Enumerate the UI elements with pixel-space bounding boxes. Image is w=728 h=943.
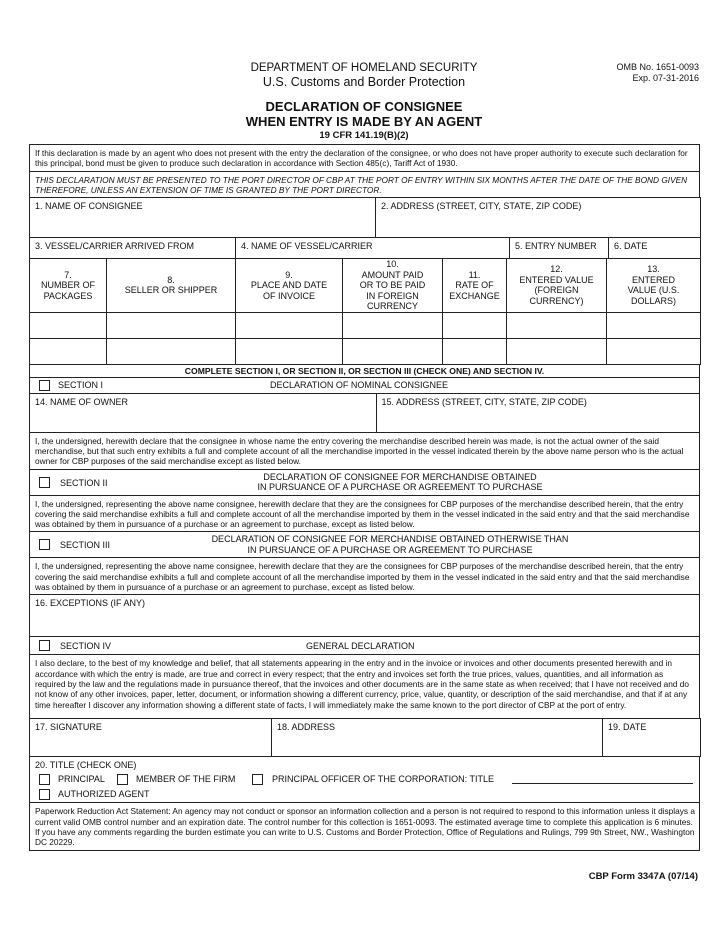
entry-number-field[interactable] xyxy=(510,238,609,259)
form-title-line1: DECLARATION OF CONSIGNEE xyxy=(265,99,463,114)
column-label: SELLER OR SHIPPER xyxy=(124,285,218,296)
principal-checkbox[interactable] xyxy=(39,774,50,785)
column-header xyxy=(236,259,343,313)
column-number: 13. xyxy=(647,264,660,275)
field-label: 2. ADDRESS (STREET, CITY, STATE, ZIP CODE) xyxy=(381,201,582,212)
field-label: 19. DATE xyxy=(608,722,647,733)
column-label: RATE OF EXCHANGE xyxy=(449,280,500,301)
section-1-title: DECLARATION OF NOMINAL CONSIGNEE xyxy=(270,379,449,390)
signature-date-field[interactable] xyxy=(603,719,701,757)
table-cell[interactable] xyxy=(607,338,701,364)
section-2-checkbox[interactable] xyxy=(39,477,50,488)
date-field[interactable] xyxy=(609,238,701,259)
column-label: AMOUNT PAID OR TO BE PAID IN FOREIGN CURRENCY xyxy=(359,269,426,312)
field-label: 14. NAME OF OWNER xyxy=(35,396,129,407)
column-label: NUMBER OF PACKAGES xyxy=(41,280,95,301)
omb-block xyxy=(616,62,699,84)
column-header xyxy=(107,259,236,313)
section-1-checkbox[interactable] xyxy=(39,380,50,391)
section-1-label: SECTION I xyxy=(58,379,104,390)
department-name: DEPARTMENT OF HOMELAND SECURITY xyxy=(250,62,478,74)
vessel-table xyxy=(29,237,701,259)
field-label: 16. EXCEPTIONS (IF ANY) xyxy=(35,598,146,609)
column-number: 10. xyxy=(386,259,399,270)
table-row xyxy=(30,338,701,364)
table-cell[interactable] xyxy=(343,338,443,364)
column-label: ENTERED VALUE (U.S. DOLLARS) xyxy=(627,274,680,306)
table-cell[interactable] xyxy=(443,312,507,338)
column-header xyxy=(443,259,507,313)
section-2-header xyxy=(30,469,700,495)
column-header xyxy=(30,259,107,313)
intro-table xyxy=(29,144,700,198)
field-label: 5. ENTRY NUMBER xyxy=(515,241,597,252)
omb-number: OMB No. 1651-0093 xyxy=(616,62,699,72)
field-label: 18. ADDRESS xyxy=(277,722,336,733)
signature-table xyxy=(29,718,701,757)
agent-label: AUTHORIZED AGENT xyxy=(58,789,150,800)
table-row xyxy=(30,312,701,338)
column-number: 8. xyxy=(167,274,175,285)
section-3-text: I, the undersigned, representing the above name consignee, herewith declare that they are the consignees for CBP purposes of the merchandise described herein, that the entry covering the said merchandise exhibits a full and complete account of all the merchandise imported by them in the vessel indicated in the said entry and that the said merchandise was obtained by them in pursuance of a purchase or an agreement to purchase, except as listed below. xyxy=(30,558,700,595)
owner-address-field[interactable] xyxy=(376,394,699,432)
column-number: 12. xyxy=(550,264,563,275)
table-cell[interactable] xyxy=(507,338,607,364)
section-2-title xyxy=(190,472,610,493)
omb-expiration: Exp. 07-31-2016 xyxy=(632,73,699,83)
section-3-title xyxy=(150,534,630,555)
vessel-name-field[interactable] xyxy=(236,238,510,259)
column-label: ENTERED VALUE (FOREIGN CURRENCY) xyxy=(519,274,594,306)
consignee-table xyxy=(29,197,701,238)
agent-note: If this declaration is made by an agent who does not present with the entry the declaration of the consignee, or who does not have proper authority to execute such declaration for this principal, bond must be given to produce such declaration in accordance with Section 485(c), Tariff Act of 1930. xyxy=(30,145,700,172)
column-header xyxy=(507,259,607,313)
column-header xyxy=(343,259,443,313)
declaration-form xyxy=(29,144,700,851)
field-label: 6. DATE xyxy=(614,241,648,252)
section-4-label: SECTION IV xyxy=(60,641,112,652)
column-header-row xyxy=(30,259,701,313)
section-2-title-line2: IN PURSUANCE OF A PURCHASE OR AGREEMENT TO PURCHASE xyxy=(257,482,543,493)
agent-checkbox[interactable] xyxy=(39,789,50,800)
table-cell[interactable] xyxy=(236,312,343,338)
table-cell[interactable] xyxy=(507,312,607,338)
column-number: 7. xyxy=(64,269,72,280)
field-label: 1. NAME OF CONSIGNEE xyxy=(35,201,143,212)
column-label: PLACE AND DATE OF INVOICE xyxy=(250,280,328,301)
paperwork-statement: Paperwork Reduction Act Statement: An agency may not conduct or sponsor an information collection and a person is not required to respond to this information unless it displays a current valid OMB control number and an expiration date. The control number for this collection is 1651-0093. The estimated average time to complete this application is 6 minutes. If you have any comments regarding the burden estimate you can write to U.S. Customs and Border Protection, Office of Regulations and Rulings, 799 9th Street, NW., Washington DC 20229. xyxy=(30,803,700,850)
address-field[interactable] xyxy=(272,719,603,757)
merchandise-table xyxy=(29,258,701,365)
agency-name: U.S. Customs and Border Protection xyxy=(262,75,466,89)
section-4-checkbox[interactable] xyxy=(39,640,50,651)
form-title-line2: WHEN ENTRY IS MADE BY AN AGENT xyxy=(245,114,483,129)
section-4-header xyxy=(30,637,700,655)
field-label: 15. ADDRESS (STREET, CITY, STATE, ZIP CODE) xyxy=(381,396,587,407)
consignee-name-field[interactable] xyxy=(30,198,376,238)
field-label: 20. TITLE (CHECK ONE) xyxy=(35,760,137,771)
section-4-title: GENERAL DECLARATION xyxy=(306,641,415,652)
consignee-address-field[interactable] xyxy=(376,198,701,238)
column-number: 9. xyxy=(285,269,293,280)
table-cell[interactable] xyxy=(107,312,236,338)
section-3-header xyxy=(30,532,700,558)
section-3-label: SECTION III xyxy=(60,540,111,551)
column-header xyxy=(607,259,701,313)
owner-table xyxy=(30,394,699,432)
table-cell[interactable] xyxy=(343,312,443,338)
section-1-text: I, the undersigned, herewith declare that the consignee in whose name the entry covering the merchandise described herein was made, is not the actual owner of the said merchandise, but that such entry exhibits a full and complete account of all the merchandise imported in the vessel indicated therein by the above name person who is the actual owner for CBP purposes of the said merchandise except as listed below. xyxy=(30,432,700,469)
officer-title-line[interactable] xyxy=(512,783,693,784)
signature-field[interactable] xyxy=(30,719,272,757)
section-2-title-line1: DECLARATION OF CONSIGNEE FOR MERCHANDISE OBTAINED xyxy=(263,471,537,482)
principal-label: PRINCIPAL xyxy=(58,774,105,785)
table-cell[interactable] xyxy=(443,338,507,364)
section-4-text: I also declare, to the best of my knowledge and belief, that all statements appearing in the entry and in the invoice or invoices and other documents presented herewith and in accordance with which the entry is made, are true and correct in every respect; that the entry and invoices set forth the true prices, values, quantities, and all information as required by the law and the regulations made in pursuance thereof, that the invoices and other documents are in the same state as when received; that I have not received and do not know of any other invoices, paper, letter, document, or information showing a different currency, price, value, quantity, or description of the said merchandise, and that if at any time hereafter I discover any information showing a different state of facts, I will immediately make the same known to the port director of CBP at the port of entry. xyxy=(30,655,700,719)
field-label: 17. SIGNATURE xyxy=(35,722,102,733)
section-1-header xyxy=(30,377,700,393)
table-cell[interactable] xyxy=(236,338,343,364)
table-cell[interactable] xyxy=(607,312,701,338)
officer-checkbox[interactable] xyxy=(252,774,263,785)
field-label: 3. VESSEL/CARRIER ARRIVED FROM xyxy=(35,241,195,252)
table-cell[interactable] xyxy=(30,312,107,338)
table-cell[interactable] xyxy=(107,338,236,364)
cfr-reference: 19 CFR 141.19(B)(2) xyxy=(319,130,409,141)
section-3-title-line1: DECLARATION OF CONSIGNEE FOR MERCHANDISE OBTAINED OTHERWISE THAN xyxy=(211,534,569,545)
presentation-note: THIS DECLARATION MUST BE PRESENTED TO THE PORT DIRECTOR OF CBP AT THE PORT OF ENTRY WITHIN SIX MONTHS AFTER THE DATE OF THE BOND GIVEN THEREFORE, UNLESS AN EXTENSION OF TIME IS GRANTED BY THE PORT DIRECTOR. xyxy=(30,171,700,198)
sections-table xyxy=(29,364,700,720)
section-3-title-line2: IN PURSUANCE OF A PURCHASE OR AGREEMENT TO PURCHASE xyxy=(247,544,533,555)
field-label: 4. NAME OF VESSEL/CARRIER xyxy=(241,241,373,252)
title-table xyxy=(29,756,700,850)
instruction-text: COMPLETE SECTION I, OR SECTION II, OR SECTION III (CHECK ONE) AND SECTION IV. xyxy=(30,364,700,377)
member-label: MEMBER OF THE FIRM xyxy=(136,774,236,785)
section-2-text: I, the undersigned, representing the above name consignee, herewith declare that they are the consignees for CBP purposes of the merchandise described herein, that the entry covering the said merchandise exhibits a full and complete account of all the merchandise imported by them in the vessel indicated in the said entry and that the said merchandise was obtained by them in pursuance of a purchase or an agreement to purchase, except as listed below. xyxy=(30,495,700,532)
owner-row xyxy=(30,393,700,432)
column-number: 11. xyxy=(468,269,481,280)
vessel-arrived-from-field[interactable] xyxy=(30,238,236,259)
exceptions-field[interactable] xyxy=(30,595,700,637)
officer-label: PRINCIPAL OFFICER OF THE CORPORATION: TITLE xyxy=(272,774,495,785)
section-2-label: SECTION II xyxy=(60,477,108,488)
member-checkbox[interactable] xyxy=(117,774,128,785)
section-3-checkbox[interactable] xyxy=(39,539,50,550)
form-id: CBP Form 3347A (07/14) xyxy=(588,871,698,882)
title-field xyxy=(30,757,700,803)
owner-name-field[interactable] xyxy=(30,394,376,432)
table-cell[interactable] xyxy=(30,338,107,364)
